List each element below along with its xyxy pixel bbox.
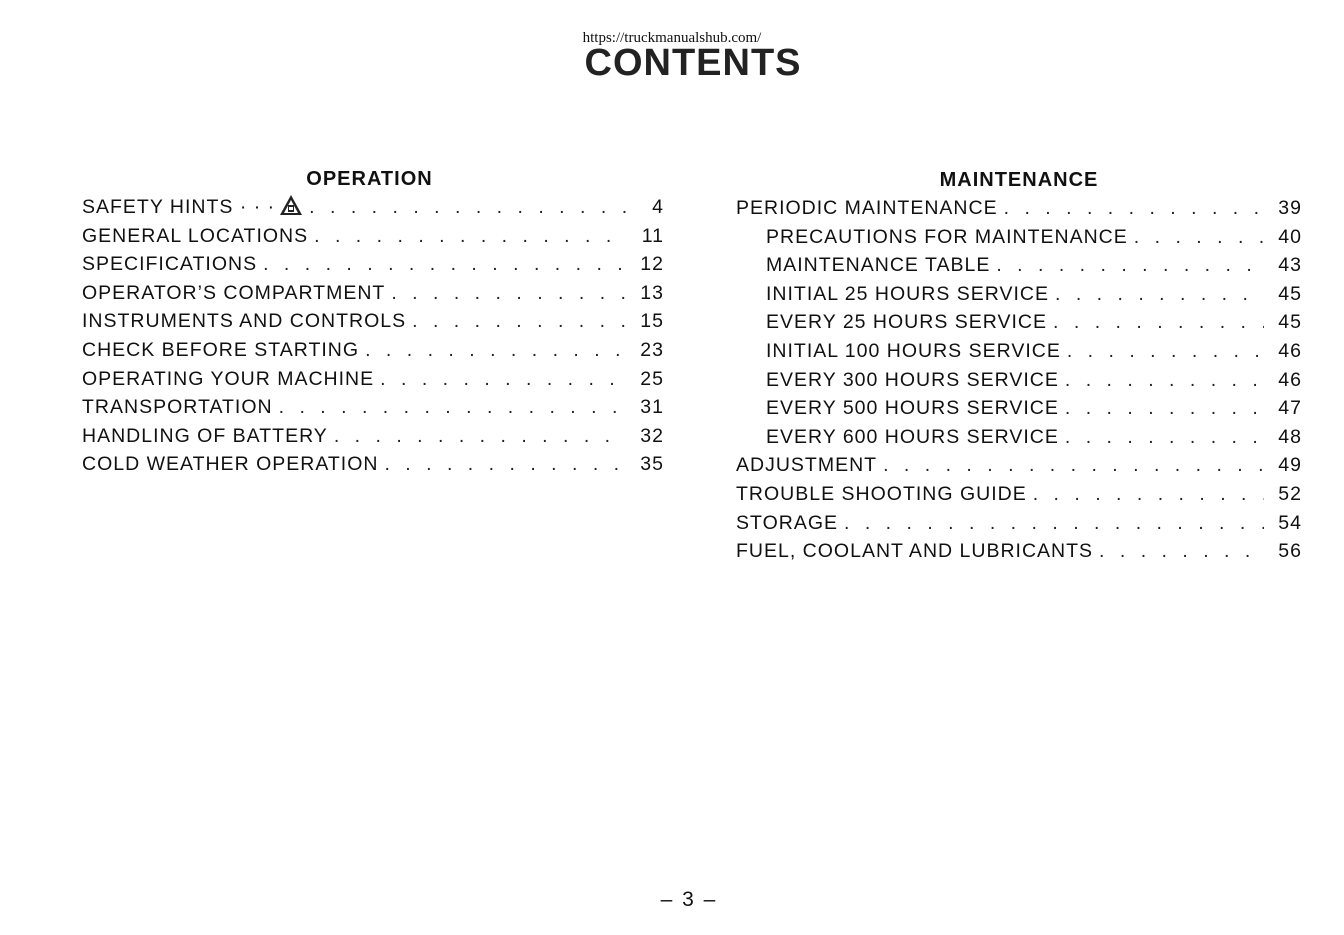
dot-leader: [883, 451, 1264, 480]
dot-leader: [1033, 480, 1264, 509]
toc-entry-initial-25-hours-service[interactable]: [736, 280, 1302, 309]
toc-entry-label: EVERY 25 HOURS SERVICE: [766, 311, 1048, 334]
dot-leader: [412, 307, 626, 336]
toc-entry-every-300-hours-service[interactable]: [736, 366, 1302, 395]
dot-leader: [334, 422, 626, 451]
toc-entry-cold-weather-operation[interactable]: [82, 450, 664, 479]
toc-entry-every-600-hours-service[interactable]: [736, 423, 1302, 452]
dot-leader: [309, 193, 626, 222]
toc-entry-page: 12: [640, 253, 664, 276]
toc-entry-label: OPERATOR’S COMPARTMENT: [82, 281, 386, 304]
toc-entry-label: PERIODIC MAINTENANCE: [736, 197, 998, 219]
toc-entry-label: EVERY 600 HOURS SERVICE: [766, 425, 1059, 448]
toc-entry-specifications[interactable]: [82, 250, 664, 279]
toc-entry-label: INITIAL 100 HOURS SERVICE: [766, 339, 1061, 362]
dot-leader: [1055, 280, 1264, 309]
dot-leader: [1067, 337, 1264, 366]
toc-entry-trouble-shooting-guide[interactable]: [736, 480, 1302, 509]
maintenance-heading: MAINTENANCE: [939, 169, 1099, 191]
toc-entry-periodic-maintenance[interactable]: [736, 194, 1302, 223]
toc-entry-page: 54: [1278, 511, 1302, 534]
toc-entry-storage[interactable]: [736, 509, 1302, 538]
toc-entry-instruments-and-controls[interactable]: [82, 307, 664, 336]
toc-entry-label: OPERATING YOUR MACHINE: [82, 367, 375, 390]
toc-entry-label: SPECIFICATIONS: [82, 253, 258, 276]
dot-leader: [996, 251, 1264, 280]
toc-entry-every-500-hours-service[interactable]: [736, 394, 1302, 423]
operation-toc-list: [82, 193, 664, 479]
toc-entry-label: INITIAL 25 HOURS SERVICE: [766, 282, 1049, 305]
dot-leader: [1065, 423, 1264, 452]
page-number: – 3 –: [660, 888, 718, 911]
toc-entry-operating-your-machine[interactable]: [82, 365, 664, 394]
toc-entry-page: 46: [1278, 339, 1302, 362]
source-url: https://truckmanualshub.com/: [582, 30, 762, 46]
dot-leader: [391, 279, 626, 308]
toc-entry-page: 49: [1278, 454, 1302, 477]
maintenance-section: [736, 166, 1302, 566]
toc-entry-page: 43: [1278, 254, 1302, 277]
toc-entry-label: INSTRUMENTS AND CONTROLS: [82, 310, 407, 333]
toc-entry-label: TROUBLE SHOOTING GUIDE: [736, 482, 1027, 505]
dot-leader: [1004, 194, 1264, 223]
toc-entry-maintenance-table[interactable]: [736, 251, 1302, 280]
toc-entry-every-25-hours-service[interactable]: [736, 308, 1302, 337]
toc-entry-handling-of-battery[interactable]: [82, 422, 664, 451]
toc-entry-transportation[interactable]: [82, 393, 664, 422]
toc-entry-page: 25: [640, 367, 664, 390]
dot-leader: [1065, 366, 1264, 395]
page-title: CONTENTS: [584, 42, 802, 84]
toc-entry-label: EVERY 300 HOURS SERVICE: [766, 368, 1059, 391]
toc-entry-page: 13: [640, 281, 664, 304]
dot-leader: [1099, 537, 1264, 566]
toc-entry-check-before-starting[interactable]: [82, 336, 664, 365]
dot-leader: [380, 365, 626, 394]
toc-entry-page: 45: [1278, 311, 1302, 334]
dot-leader: [1053, 308, 1264, 337]
toc-entry-initial-100-hours-service[interactable]: [736, 337, 1302, 366]
toc-entry-page: 35: [640, 453, 664, 476]
toc-entry-label: EVERY 500 HOURS SERVICE: [766, 397, 1059, 420]
toc-entry-label: STORAGE: [736, 511, 838, 534]
operation-heading: OPERATION: [306, 168, 433, 190]
toc-entry-page: 45: [1278, 282, 1302, 305]
dot-leader: [365, 336, 626, 365]
dot-leader: [844, 509, 1264, 538]
toc-entry-general-locations[interactable]: [82, 222, 664, 251]
toc-entry-fuel-coolant-and-lubricants[interactable]: [736, 537, 1302, 566]
toc-entry-page: 11: [641, 224, 664, 247]
warning-triangle-icon: [279, 194, 303, 216]
toc-entry-page: 40: [1278, 225, 1302, 248]
toc-entry-label: ADJUSTMENT: [736, 454, 878, 477]
toc-entry-precautions-for-maintenance[interactable]: [736, 223, 1302, 252]
toc-entry-page: 31: [640, 396, 664, 419]
toc-entry-page: 48: [1278, 425, 1302, 448]
dot-leader: [384, 450, 626, 479]
toc-entry-page: 15: [640, 310, 664, 333]
dot-leader: [314, 222, 626, 251]
toc-entry-page: 39: [1278, 197, 1302, 219]
toc-entry-page: 4: [652, 196, 664, 218]
toc-entry-adjustment[interactable]: [736, 451, 1302, 480]
dot-leader: [1134, 223, 1264, 252]
toc-entry-page: 32: [640, 424, 664, 447]
maintenance-toc-list: [736, 194, 1302, 566]
toc-entry-page: 56: [1278, 540, 1302, 563]
operation-section: [82, 165, 664, 479]
dot-leader: [1065, 394, 1264, 423]
toc-entry-label: MAINTENANCE TABLE: [766, 254, 991, 277]
toc-entry-label: TRANSPORTATION: [82, 396, 273, 419]
toc-entry-label: PRECAUTIONS FOR MAINTENANCE: [766, 225, 1128, 248]
toc-entry-page: 52: [1278, 482, 1302, 505]
dot-leader: [263, 250, 626, 279]
toc-entry-label: FUEL, COOLANT AND LUBRICANTS: [736, 540, 1094, 563]
toc-entry-label: HANDLING OF BATTERY: [82, 424, 328, 447]
toc-entry-page: 23: [640, 338, 664, 361]
toc-entry-label: GENERAL LOCATIONS: [82, 224, 309, 247]
toc-entry-safety-hints[interactable]: [82, 193, 664, 222]
toc-entry-page: 46: [1278, 368, 1302, 391]
toc-entry-label: SAFETY HINTS · · ·: [82, 193, 303, 222]
toc-entry-label: CHECK BEFORE STARTING: [82, 338, 360, 361]
toc-entry-operators-compartment[interactable]: [82, 279, 664, 308]
dot-leader: [279, 393, 626, 422]
toc-entry-page: 47: [1278, 397, 1302, 420]
toc-entry-label: COLD WEATHER OPERATION: [82, 453, 379, 476]
